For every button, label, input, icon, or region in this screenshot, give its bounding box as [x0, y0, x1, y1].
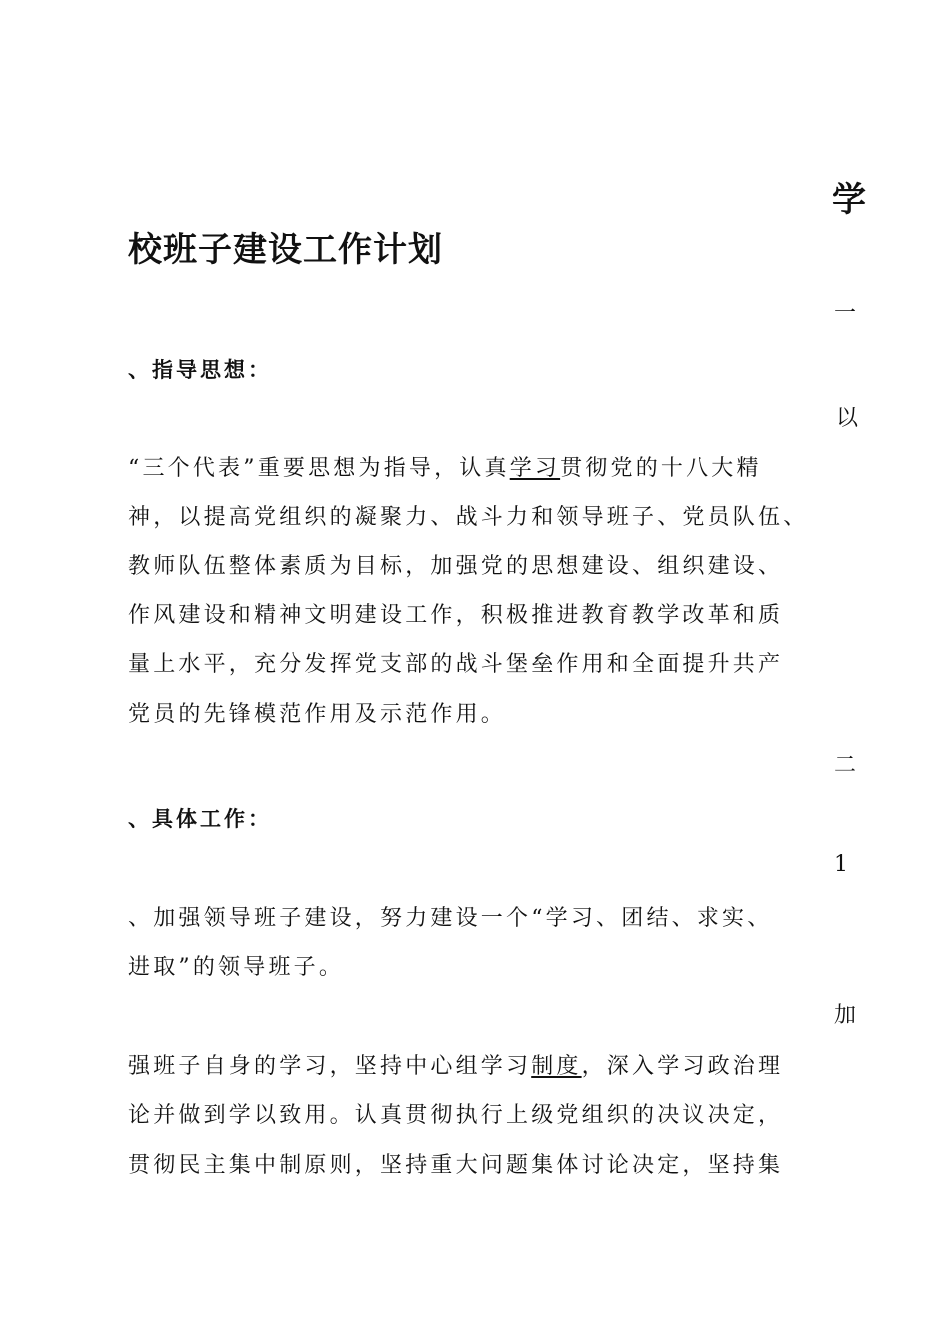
item-number-1: 1 — [834, 852, 848, 877]
paragraph-lead-char: 以 — [836, 406, 859, 431]
section-heading-guiding-ideology: 、指导思想： — [128, 358, 272, 382]
page-title: 校班子建设工作计划 — [128, 230, 443, 270]
body-line — [128, 451, 762, 482]
paragraph-lead-char: 加 — [834, 1003, 857, 1028]
body-line: 论并做到学以致用。认真贯彻执行上级党组织的决议决定， — [128, 1103, 784, 1128]
body-line: 量上水平，充分发挥党支部的战斗堡垒作用和全面提升共产 — [128, 652, 784, 677]
body-line: 进取”的领导班子。 — [128, 955, 345, 980]
body-line: 神，以提高党组织的凝聚力、战斗力和领导班子、党员队伍、 — [128, 505, 809, 530]
text-span: 贯彻党的十八大精 — [560, 456, 762, 481]
body-line: 党员的先锋模范作用及示范作用。 — [128, 702, 507, 727]
body-line: 、加强领导班子建设，努力建设一个“学习、团结、求实、 — [128, 906, 773, 931]
section-number-2: 二 — [834, 753, 857, 778]
body-line: 作风建设和精神文明建设工作，积极推进教育教学改革和质 — [128, 603, 784, 628]
section-number-1: 一 — [834, 301, 857, 326]
text-span: 强班子自身的学习，坚持中心组学习 — [128, 1054, 532, 1079]
link-system[interactable]: 制度 — [531, 1054, 582, 1079]
section-heading-specific-work: 、具体工作： — [128, 807, 272, 831]
body-line: 贯彻民主集中制原则，坚持重大问题集体讨论决定，坚持集 — [128, 1153, 784, 1178]
body-line: 教师队伍整体素质为目标，加强党的思想建设、组织建设、 — [128, 554, 784, 579]
title-first-char: 学 — [832, 180, 866, 220]
text-span: “三个代表”重要思想为指导，认真 — [128, 456, 510, 481]
text-span: ，深入学习政治理 — [581, 1054, 784, 1079]
body-line — [128, 1049, 783, 1080]
link-study[interactable]: 学习 — [509, 456, 561, 481]
